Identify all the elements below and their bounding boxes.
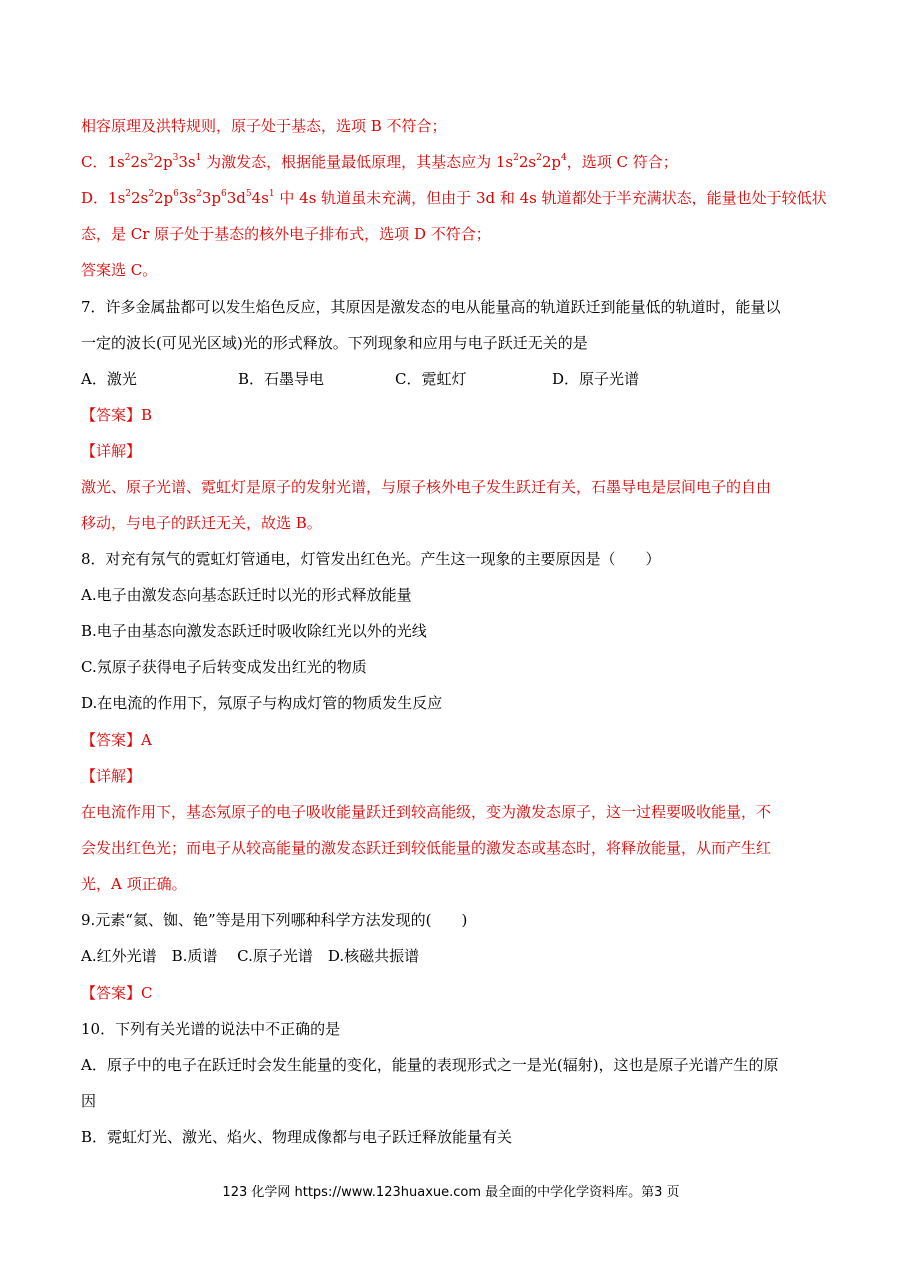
question-8-stem: 8．对充有氖气的霓虹灯管通电，灯管发出红色光。产生这一现象的主要原因是（ ） xyxy=(81,550,661,568)
explanation-line: 在电流作用下，基态氖原子的电子吸收能量跃迁到较高能级，变为激发态原子，这一过程要吸收能量，不 xyxy=(81,803,772,821)
question-10-stem: 10．下列有关光谱的说法中不正确的是 xyxy=(81,1020,341,1038)
option-a: A．激光 xyxy=(81,370,137,388)
detail-label: 【详解】 xyxy=(81,767,142,785)
explanation-line: 激光、原子光谱、霓虹灯是原子的发射光谱，与原子核外电子发生跃迁有关，石墨导电是层间电子的自由 xyxy=(81,478,772,496)
answer-label: 【答案】C xyxy=(81,984,153,1002)
explanation-line: 会发出红色光；而电子从较高能量的激发态跃迁到较低能量的激发态或基态时，将释放能量，从而产生红 xyxy=(81,839,772,857)
explanation-line: 光，A 项正确。 xyxy=(81,875,187,893)
explanation-line: 相容原理及洪特规则，原子处于基态，选项 B 不符合； xyxy=(81,117,447,135)
explanation-line: 态，是 Cr 原子处于基态的核外电子排布式，选项 D 不符合； xyxy=(81,225,491,243)
page-footer: 123 化学网 https://www.123huaxue.com 最全面的中学化学资料库。第3 页 xyxy=(222,1185,680,1200)
question-7-stem: 7．许多金属盐都可以发生焰色反应，其原因是激发态的电从能量高的轨道跃迁到能量低的轨道时，能量以 xyxy=(81,298,781,316)
answer-label: 【答案】B xyxy=(81,406,153,424)
option-d: D.在电流的作用下，氖原子与构成灯管的物质发生反应 xyxy=(81,694,443,712)
option-b: B.电子由基态向激发态跃迁时吸收除红光以外的光线 xyxy=(81,622,427,640)
answer-summary: 答案选 C。 xyxy=(81,261,158,279)
explanation-line: 移动，与电子的跃迁无关，故选 B。 xyxy=(81,514,322,532)
explanation-line-d: D．$1s^22s^22p^63s^23p^63d^54s^1$ 中 4s 轨道虽未充满，但由于 3d 和 4s 轨道都处于半充满状态，能量也处于较低状 xyxy=(81,189,827,207)
detail-label: 【详解】 xyxy=(81,442,142,460)
question-9-stem: 9.元素“氦、铷、铯”等是用下列哪种科学方法发现的( ) xyxy=(81,911,468,929)
option-c: C．霓虹灯 xyxy=(395,370,467,388)
explanation-line-c: C．$1s^22s^22p^33s^1$ 为激发态，根据能量最低原理，其基态应为 $1s^22s^22p^4$，选项 C 符合； xyxy=(81,153,678,171)
option-d: D．原子光谱 xyxy=(552,370,640,388)
question-9-options: A.红外光谱 B.质谱 C.原子光谱 D.核磁共振谱 xyxy=(81,947,420,965)
option-b: B．霓虹灯光、激光、焰火、物理成像都与电子跃迁释放能量有关 xyxy=(81,1128,513,1146)
option-c: C.氖原子获得电子后转变成发出红光的物质 xyxy=(81,658,367,676)
option-b: B．石墨导电 xyxy=(238,370,325,388)
option-a-continued: 因 xyxy=(81,1092,97,1110)
question-7-stem: 一定的波长(可见光区域)光的形式释放。下列现象和应用与电子跃迁无关的是 xyxy=(81,334,588,352)
answer-label: 【答案】A xyxy=(81,731,152,749)
option-a: A．原子中的电子在跃迁时会发生能量的变化，能量的表现形式之一是光(辐射)，这也是原子光谱产生的原 xyxy=(81,1056,779,1074)
option-a: A.电子由激发态向基态跃迁时以光的形式释放能量 xyxy=(81,586,412,604)
